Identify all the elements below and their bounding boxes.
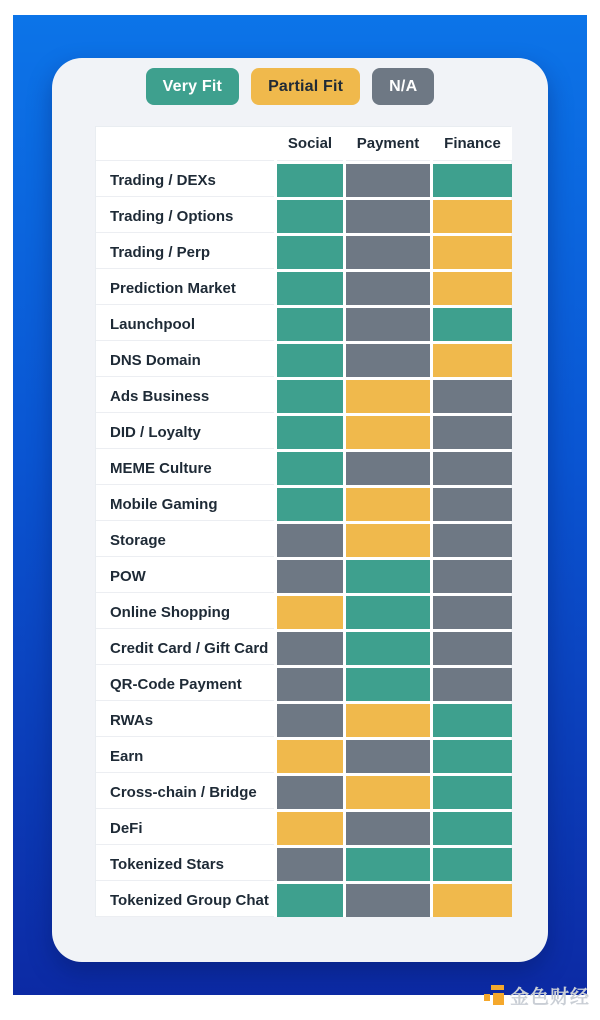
matrix-cell-na <box>346 344 430 377</box>
row-label: DeFi <box>96 812 274 845</box>
row-label: Credit Card / Gift Card <box>96 632 274 665</box>
matrix-cell-very-fit <box>433 164 512 197</box>
matrix-cell-partial-fit <box>433 200 512 233</box>
row-label: Storage <box>96 524 274 557</box>
matrix-cell-partial-fit <box>346 416 430 449</box>
row-label: Tokenized Group Chat <box>96 884 274 917</box>
jinse-logo-icon <box>484 985 505 1006</box>
row-label: QR-Code Payment <box>96 668 274 701</box>
matrix-cell-partial-fit <box>346 776 430 809</box>
matrix-cell-na <box>277 560 343 593</box>
matrix-cell-very-fit <box>277 308 343 341</box>
row-label: Online Shopping <box>96 596 274 629</box>
row-label: DNS Domain <box>96 344 274 377</box>
brand-watermark <box>484 982 590 1009</box>
matrix-cell-very-fit <box>277 164 343 197</box>
brand-name: 金色财经 <box>509 987 590 1008</box>
column-header-finance: Finance <box>433 127 512 161</box>
matrix-cell-na <box>433 632 512 665</box>
matrix-cell-na <box>277 776 343 809</box>
matrix-cell-na <box>346 236 430 269</box>
matrix-cell-na <box>433 560 512 593</box>
matrix-cell-na <box>433 452 512 485</box>
matrix-cell-very-fit <box>433 776 512 809</box>
matrix-cell-na <box>433 488 512 521</box>
matrix-cell-very-fit <box>277 272 343 305</box>
row-label: MEME Culture <box>96 452 274 485</box>
row-label: Launchpool <box>96 308 274 341</box>
matrix-cell-partial-fit <box>433 344 512 377</box>
matrix-cell-very-fit <box>346 560 430 593</box>
legend <box>42 68 538 105</box>
matrix-cell-na <box>277 668 343 701</box>
matrix-cell-na <box>277 524 343 557</box>
matrix-cell-very-fit <box>433 812 512 845</box>
matrix-cell-partial-fit <box>346 380 430 413</box>
matrix-cell-very-fit <box>277 416 343 449</box>
matrix-cell-na <box>346 200 430 233</box>
matrix-cell-very-fit <box>277 488 343 521</box>
matrix-cell-na <box>433 596 512 629</box>
matrix-cell-na <box>433 380 512 413</box>
row-label: Trading / DEXs <box>96 164 274 197</box>
row-label: POW <box>96 560 274 593</box>
matrix-cell-very-fit <box>433 848 512 881</box>
matrix-cell-na <box>346 812 430 845</box>
matrix-cell-na <box>433 416 512 449</box>
matrix-cell-very-fit <box>277 200 343 233</box>
matrix-cell-partial-fit <box>346 704 430 737</box>
matrix-cell-very-fit <box>433 308 512 341</box>
matrix-cell-partial-fit <box>277 740 343 773</box>
fit-matrix <box>95 126 511 917</box>
row-label: Trading / Perp <box>96 236 274 269</box>
matrix-cell-partial-fit <box>346 524 430 557</box>
column-header-payment: Payment <box>346 127 430 161</box>
row-label: Trading / Options <box>96 200 274 233</box>
row-label: Earn <box>96 740 274 773</box>
matrix-cell-very-fit <box>346 848 430 881</box>
matrix-cell-na <box>346 272 430 305</box>
matrix-cell-very-fit <box>346 668 430 701</box>
matrix-cell-very-fit <box>277 452 343 485</box>
matrix-cell-na <box>277 704 343 737</box>
matrix-cell-very-fit <box>277 236 343 269</box>
legend-chip-na: N/A <box>372 68 434 105</box>
row-label: Cross-chain / Bridge <box>96 776 274 809</box>
matrix-cell-very-fit <box>277 884 343 917</box>
column-header-social: Social <box>277 127 343 161</box>
matrix-cell-na <box>346 308 430 341</box>
matrix-cell-na <box>433 668 512 701</box>
matrix-cell-very-fit <box>433 704 512 737</box>
row-label: Mobile Gaming <box>96 488 274 521</box>
matrix-cell-na <box>277 632 343 665</box>
row-label: Ads Business <box>96 380 274 413</box>
matrix-cell-na <box>346 164 430 197</box>
matrix-cell-very-fit <box>277 344 343 377</box>
matrix-cell-partial-fit <box>277 596 343 629</box>
row-label: DID / Loyalty <box>96 416 274 449</box>
matrix-cell-partial-fit <box>433 272 512 305</box>
matrix-cell-partial-fit <box>433 236 512 269</box>
matrix-cell-partial-fit <box>277 812 343 845</box>
legend-chip-partial-fit: Partial Fit <box>251 68 360 105</box>
matrix-cell-na <box>277 848 343 881</box>
matrix-cell-na <box>346 452 430 485</box>
fit-matrix-card <box>52 58 548 962</box>
row-label: Prediction Market <box>96 272 274 305</box>
matrix-cell-na <box>346 884 430 917</box>
matrix-cell-partial-fit <box>346 488 430 521</box>
matrix-cell-very-fit <box>433 740 512 773</box>
matrix-cell-na <box>433 524 512 557</box>
matrix-cell-very-fit <box>277 380 343 413</box>
matrix-cell-very-fit <box>346 596 430 629</box>
matrix-cell-partial-fit <box>433 884 512 917</box>
matrix-cell-very-fit <box>346 632 430 665</box>
matrix-cell-na <box>346 740 430 773</box>
row-label: RWAs <box>96 704 274 737</box>
legend-chip-very-fit: Very Fit <box>146 68 239 105</box>
row-label: Tokenized Stars <box>96 848 274 881</box>
matrix-corner-cell <box>96 127 274 161</box>
